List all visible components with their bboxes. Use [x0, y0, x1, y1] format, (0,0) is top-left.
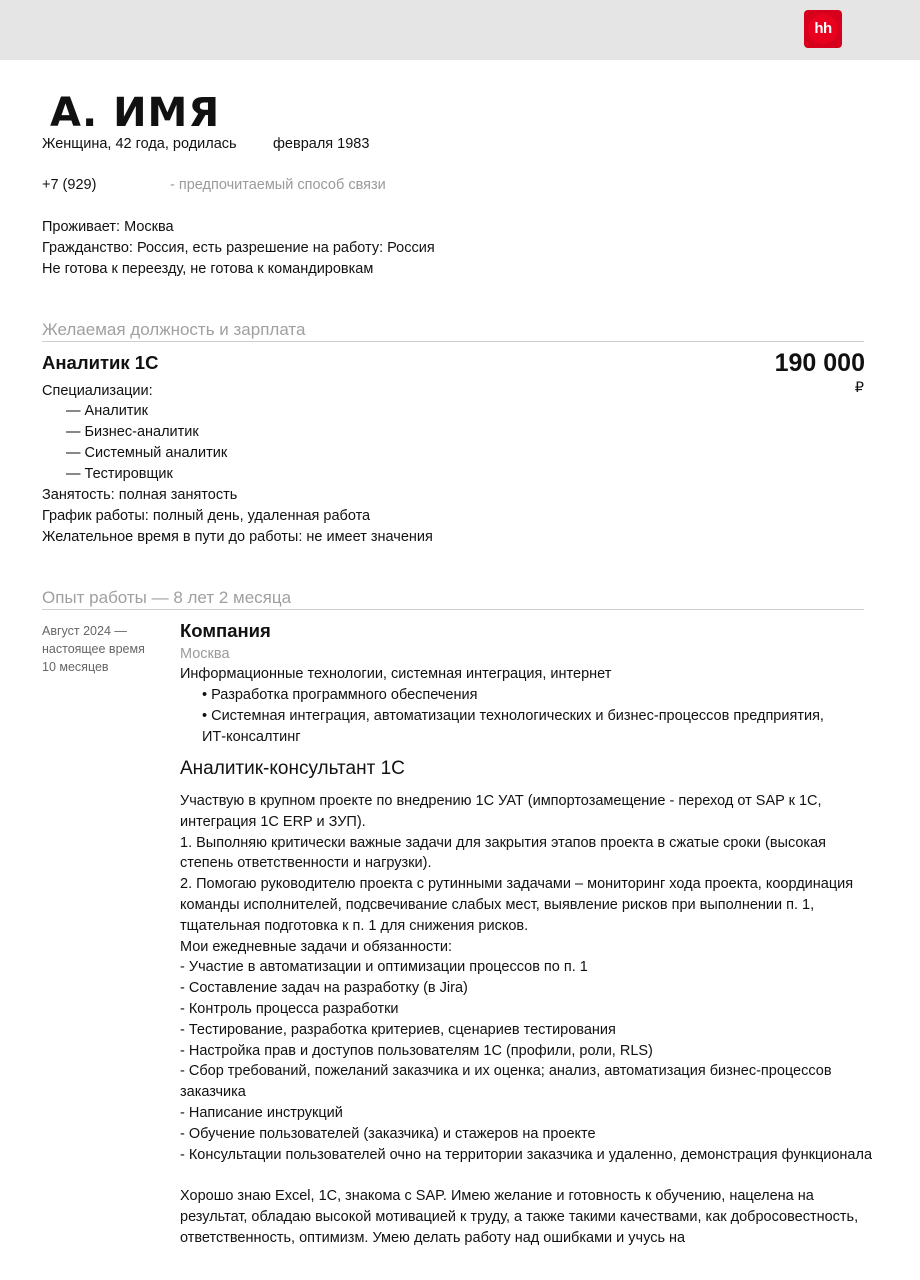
description-line: - Написание инструкций [180, 1104, 343, 1121]
residence: Проживает: Москва [42, 219, 174, 235]
industry-item: • Разработка программного обеспечения [202, 685, 842, 706]
specializations-label: Специализации: [42, 383, 153, 399]
desired-position: Аналитик 1С [42, 352, 159, 373]
relocation: Не готова к переезду, не готова к командировкам [42, 261, 374, 277]
description-line: - Обучение пользователей (заказчика) и стажеров на проекте [180, 1125, 596, 1142]
specialization-item: — Системный аналитик [66, 443, 227, 464]
hh-logo-text: hh [808, 14, 838, 44]
gender-age-birth: Женщина, 42 года, родилась [42, 136, 237, 152]
job-description [180, 791, 880, 1249]
description-line: - Настройка прав и доступов пользователям 1С (профили, роли, RLS) [180, 1042, 653, 1059]
section-title-experience: Опыт работы — 8 лет 2 месяца [42, 588, 864, 610]
job-period-start: Август 2024 — [42, 624, 127, 638]
description-line: - Тестирование, разработка критериев, сценариев тестирования [180, 1021, 616, 1038]
description-line: - Составление задач на разработку (в Jira) [180, 980, 468, 997]
hh-logo[interactable] [804, 10, 842, 48]
description-line: Мои ежедневные задачи и обязанности: [180, 938, 452, 955]
top-bar [0, 0, 920, 60]
description-line: 1. Выполняю критически важные задачи для закрытия этапов проекта в сжатые сроки (высокая степень ответственности и нагрузки). [180, 834, 827, 872]
specialization-item: — Бизнес-аналитик [66, 422, 227, 443]
description-line: Хорошо знаю Excel, 1С, знакома с SAP. Имею желание и готовность к обучению, нацелена на результат, обладаю высокой мотивацией к труду, а также такими качествами, как добросовестность, ответственность, оптимизм. Умею делать работу над ошибками и учусь на [180, 1188, 859, 1246]
specializations-list [66, 401, 227, 485]
specialization-item: — Аналитик [66, 401, 227, 422]
description-line: - Контроль процесса разработки [180, 1000, 399, 1017]
description-spacer [180, 1165, 880, 1186]
candidate-name: А. ИМЯ [50, 90, 221, 136]
job-title: Аналитик-консультант 1С [180, 758, 405, 779]
commute-time: Желательное время в пути до работы: не имеет значения [42, 529, 433, 545]
birth-month-year: февраля 1983 [273, 136, 370, 152]
description-line: - Участие в автоматизации и оптимизации процессов по п. 1 [180, 959, 588, 976]
desired-salary: 190 000 [774, 349, 865, 377]
citizenship: Гражданство: Россия, есть разрешение на работу: Россия [42, 240, 435, 256]
employment-type: Занятость: полная занятость [42, 487, 238, 503]
description-line: - Консультации пользователей очно на территории заказчика и удаленно, демонстрация функционала [180, 1146, 873, 1163]
salary-currency: ₽ [854, 380, 864, 396]
section-title-desired-position: Желаемая должность и зарплата [42, 320, 864, 342]
work-schedule: График работы: полный день, удаленная работа [42, 508, 371, 524]
phone-number[interactable]: +7 (929) [42, 177, 97, 193]
industry-list [202, 685, 842, 748]
company-industry: Информационные технологии, системная интеграция, интернет [180, 666, 612, 682]
company-city: Москва [180, 646, 230, 662]
job-period [42, 622, 145, 676]
description-line: Участвую в крупном проекте по внедрению 1С УАТ (импортозамещение - переход от SAP к 1С, интеграция 1С ERP и ЗУП). [180, 793, 822, 830]
description-line: 2. Помогаю руководителю проекта с рутинными задачами – мониторинг хода проекта, координация команды исполнителей, подсвечивание слабых мест, выявление рисков при выполнении п. 1, тщательная подготовка к п. 1 для снижения рисков. [180, 876, 854, 934]
phone-preferred-note: - предпочитаемый способ связи [170, 177, 386, 193]
job-period-end: настоящее время [42, 642, 145, 656]
industry-item: • Системная интеграция, автоматизации технологических и бизнес-процессов предприятия, ИТ-консалтинг [202, 706, 842, 748]
description-line: - Сбор требований, пожеланий заказчика и их оценка; анализ, автоматизация бизнес-процессов заказчика [180, 1063, 832, 1101]
job-duration: 10 месяцев [42, 660, 109, 674]
specialization-item: — Тестировщик [66, 464, 227, 485]
company-name: Компания [180, 620, 271, 641]
